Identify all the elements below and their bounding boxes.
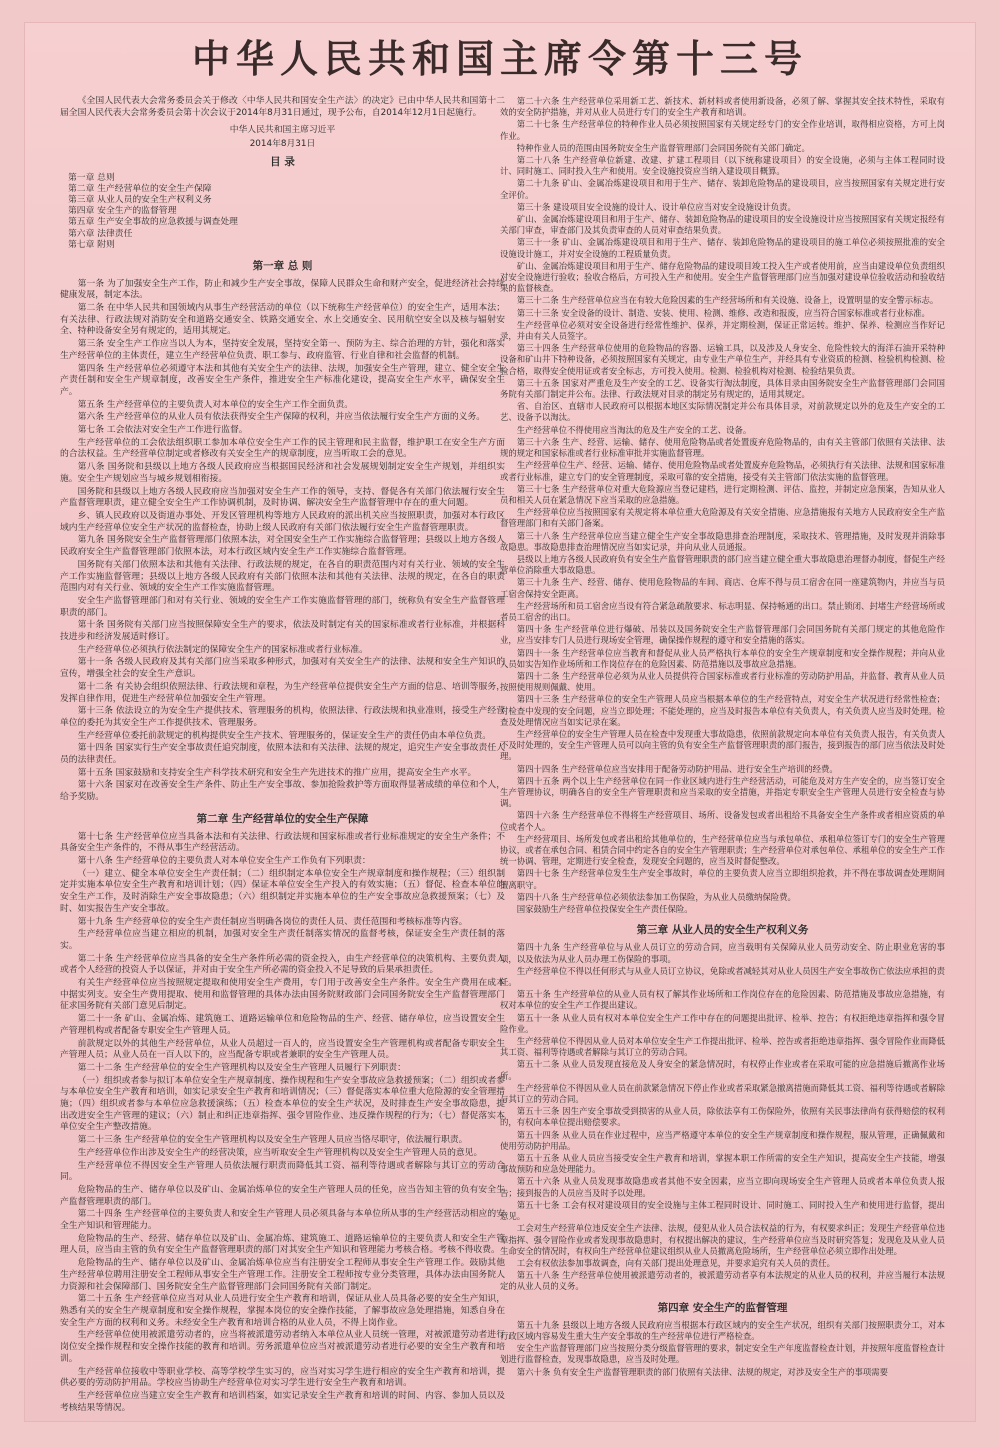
article-paragraph: 危险物品的生产、经营、储存单位以及矿山、金属冶炼、建筑施工、道路运输单位的主要负责人和安全生产管理人员，应当由主管的负有安全生产监督管理职责的部门对其安全生产知识和管理能力考核合格。考核不得收费。 — [60, 1233, 505, 1256]
article-paragraph: 生产经营单位必须对安全设备进行经常性维护、保养，并定期检测，保证正常运转。维护、保养、检测应当作好记录，并由有关人员签字。 — [500, 319, 945, 342]
article-paragraph: 第十六条 国家对在改善安全生产条件、防止生产安全事故、参加抢险救护等方面取得显著成绩的单位和个人，给予奖励。 — [60, 780, 505, 803]
right-column — [500, 96, 945, 1379]
article-paragraph: 生产经营单位应当建立安全生产教育和培训档案，如实记录安全生产教育和培训的时间、内容、参加人员以及考核结果等情况。 — [60, 1390, 505, 1413]
article-paragraph: 第二十四条 生产经营单位的主要负责人和安全生产管理人员必须具备与本单位所从事的生产经营活动相应的安全生产知识和管理能力。 — [60, 1209, 505, 1232]
article-paragraph: 第五十九条 县级以上地方各级人民政府应当根据本行政区域内的安全生产状况，组织有关部门按照职责分工，对本行政区域内容易发生重大生产安全事故的生产经营单位进行严格检查。 — [500, 1319, 945, 1341]
article-paragraph: 第一条 为了加强安全生产工作，防止和减少生产安全事故，保障人民群众生命和财产安全，促进经济社会持续健康发展，制定本法。 — [60, 278, 505, 301]
article-paragraph: 第五十三条 因生产安全事故受到损害的从业人员，除依法享有工伤保险外，依照有关民事法律尚有获得赔偿的权利的，有权向本单位提出赔偿要求。 — [500, 1106, 945, 1128]
article-paragraph: 第十八条 生产经营单位的主要负责人对本单位安全生产工作负有下列职责： — [77, 855, 371, 866]
article-paragraph: 县级以上地方各级人民政府负有安全生产监督管理职责的部门应当建立健全重大事故隐患治理督办制度，督促生产经营单位消除重大事故隐患。 — [500, 553, 945, 576]
article-paragraph: 第四十五条 两个以上生产经营单位在同一作业区域内进行生产经营活动，可能危及对方生产安全的，应当签订安全生产管理协议，明确各自的安全生产管理职责和应当采取的安全措施，并指定专职安全生产管理人员进行安全检查与协调。 — [500, 775, 945, 809]
article-paragraph: 生产经营单位的工会依法组织职工参加本单位安全生产工作的民主管理和民主监督，维护职工在安全生产方面的合法权益。生产经营单位制定或者修改有关安全生产的规章制度，应当听取工会的意见。 — [60, 437, 505, 460]
article-paragraph: 第十五条 国家鼓励和支持安全生产科学技术研究和安全生产先进技术的推广应用，提高安全生产水平。 — [77, 767, 477, 778]
article-paragraph: 工会对生产经营单位违反安全生产法律、法规，侵犯从业人员合法权益的行为，有权要求纠正；发现生产经营单位违章指挥、强令冒险作业或者发现事故隐患时，有权提出解决的建议，生产经营单位应当及时研究答复；发现危及从业人员生命安全的情况时，有权向生产经营单位建议组织从业人员撤离危险场所，生产经营单位必须立即作出处理。 — [500, 1223, 945, 1256]
article-paragraph: 第三十五条 国家对严重危及生产安全的工艺、设备实行淘汰制度，具体目录由国务院安全生产监督管理部门会同国务院有关部门制定并公布。法律、行政法规对目录的制定另有规定的，适用其规定。 — [500, 377, 945, 400]
article-paragraph: 第二十九条 矿山、金属冶炼建设项目和用于生产、储存、装卸危险物品的建设项目，应当按照国家有关规定进行安全评价。 — [500, 178, 945, 200]
article-paragraph: 第三十六条 生产、经营、运输、储存、使用危险物品或者处置废弃危险物品的，由有关主管部门依照有关法律、法规的规定和国家标准或者行业标准审批并实施监督管理。 — [500, 436, 945, 459]
article-paragraph: 第十七条 生产经营单位应当具备本法和有关法律、行政法规和国家标准或者行业标准规定的安全生产条件；不具备安全生产条件的，不得从事生产经营活动。 — [60, 831, 505, 854]
article-paragraph: 第四条 生产经营单位必须遵守本法和其他有关安全生产的法律、法规，加强安全生产管理，建立、健全安全生产责任制和安全生产规章制度，改善安全生产条件，推进安全生产标准化建设，提高安全生产水平，确保安全生产。 — [60, 363, 505, 397]
article-paragraph: 第四十九条 生产经营单位与从业人员订立的劳动合同，应当载明有关保障从业人员劳动安全、防止职业危害的事项，以及依法为从业人员办理工伤保险的事项。 — [500, 942, 945, 964]
article-paragraph: 第十九条 生产经营单位的安全生产责任制应当明确各岗位的责任人员、责任范围和考核标准等内容。 — [77, 916, 468, 927]
chapter4-articles — [500, 1320, 945, 1378]
toc-item: 第六章 法律责任 — [68, 228, 133, 239]
article-paragraph: 安全生产监督管理部门和对有关行业、领域的安全生产工作实施监督管理的部门，统称负有安全生产监督管理职责的部门。 — [60, 595, 505, 618]
signature-date: 2014年8月31日 — [249, 139, 316, 150]
article-paragraph: 国务院和县级以上地方各级人民政府应当加强对安全生产工作的领导，支持、督促各有关部门依法履行安全生产监督管理职责，建立健全安全生产工作协调机制，及时协调、解决安全生产监督管理中存在的重大问题。 — [60, 486, 505, 509]
article-paragraph: 乡、镇人民政府以及街道办事处、开发区管理机构等地方人民政府的派出机关应当按照职责，加强对本行政区域内生产经营单位安全生产状况的监督检查，协助上级人民政府有关部门依法履行安全生产监督管理职责。 — [60, 511, 505, 533]
article-paragraph: 矿山、金属冶炼建设项目和用于生产、储存危险物品的建设项目竣工投入生产或者使用前，应当由建设单位负责组织对安全设施进行验收；验收合格后，方可投入生产和使用。安全生产监督管理部门应当加强对建设单位验收活动和验收结果的监督核查。 — [500, 260, 945, 294]
toc-item: 第七章 附则 — [68, 239, 115, 250]
article-paragraph: 生产经营单位不得因安全生产管理人员依法履行职责而降低其工资、福利等待遇或者解除与其订立的劳动合同。 — [60, 1160, 505, 1183]
article-paragraph: 第三十二条 生产经营单位应当在有较大危险因素的生产经营场所和有关设施、设备上，设置明显的安全警示标志。 — [516, 295, 939, 306]
signature-signer: 中华人民共和国主席习近平 — [229, 125, 336, 136]
intro-paragraph: 《全国人民代表大会常务委员会关于修改〈中华人民共和国安全生产法〉的决定》已由中华人民共和国第十二届全国人民代表大会常务委员会第十次会议于2014年8月31日通过，现予公布，自2014年12月1日起施行。 — [60, 96, 505, 118]
article-paragraph: 第三十条 建设项目安全设施的设计人、设计单位应当对安全设施设计负责。 — [516, 201, 796, 212]
toc-title: 目 录 — [270, 155, 295, 168]
article-paragraph: 生产经营单位作出涉及安全生产的经营决策，应当听取安全生产管理机构以及安全生产管理人员的意见。 — [77, 1147, 483, 1158]
article-paragraph: 生产经营单位应当按照国家有关规定将本单位重大危险源及有关安全措施、应急措施报有关地方人民政府安全生产监督管理部门和有关部门备案。 — [500, 507, 945, 529]
article-paragraph: 危险物品的生产、储存单位以及矿山、金属冶炼单位的安全生产管理人员的任免，应当告知主管的负有安全生产监督管理职责的部门。 — [60, 1184, 505, 1207]
article-paragraph: 第三条 安全生产工作应当以人为本，坚持安全发展，坚持安全第一、预防为主、综合治理的方针，强化和落实生产经营单位的主体责任，建立生产经营单位负责、职工参与、政府监管、行业自律和社会监督的机制。 — [60, 339, 505, 361]
article-paragraph: 生产经营单位不得使用应当淘汰的危及生产安全的工艺、设备。 — [516, 424, 752, 435]
article-paragraph: 第五十一条 从业人员有权对本单位安全生产工作中存在的问题提出批评、检举、控告；有权拒绝违章指挥和强令冒险作业。 — [500, 1012, 945, 1034]
toc-item: 第五章 生产安全事故的应急救援与调查处理 — [68, 217, 238, 228]
article-paragraph: 第六十条 负有安全生产监督管理职责的部门依照有关法律、法规的规定，对涉及安全生产的事项需要 — [516, 1366, 888, 1377]
article-paragraph: 第三十八条 生产经营单位应当建立健全生产安全事故隐患排查治理制度，采取技术、管理措施，及时发现并消除事故隐患。事故隐患排查治理情况应当如实记录，并向从业人员通报。 — [500, 530, 945, 552]
article-paragraph: 第三十一条 矿山、金属冶炼建设项目和用于生产、储存、装卸危险物品的建设项目的施工单位必须按照批准的安全设施设计施工，并对安全设施的工程质量负责。 — [500, 237, 945, 259]
article-paragraph: 第三十四条 生产经营单位使用的危险物品的容器、运输工具，以及涉及人身安全、危险性较大的海洋石油开采特种设备和矿山井下特种设备，必须按照国家有关规定，由专业生产单位生产，并经具有专业资质的检测、检验机构检测、检验合格，取得安全使用证或者安全标志，方可投入使用。检测、检验机构对检测、检验结果负责。 — [500, 343, 945, 376]
article-paragraph: 生产经营单位委托前款规定的机构提供安全生产技术、管理服务的，保证安全生产的责任仍由本单位负责。 — [77, 730, 492, 741]
article-paragraph: 生产经营单位的安全生产管理人员在检查中发现重大事故隐患，依照前款规定向本单位有关负责人报告，有关负责人不及时处理的，安全生产管理人员可以向主管的负有安全生产监督管理职责的部门报告，接到报告的部门应当依法及时处理。 — [500, 728, 945, 762]
chapter1-articles — [60, 279, 505, 804]
article-paragraph: 工会有权依法参加事故调查，向有关部门提出处理意见，并要求追究有关人员的责任。 — [516, 1257, 836, 1268]
page-title: 中华人民共和国主席令第十三号 — [191, 36, 808, 81]
article-paragraph: 第五十五条 从业人员应当接受安全生产教育和培训，掌握本职工作所需的安全生产知识，提高安全生产技能，增强事故预防和应急处理能力。 — [500, 1153, 945, 1175]
article-paragraph: 第十二条 有关协会组织依照法律、行政法规和章程，为生产经营单位提供安全生产方面的信息、培训等服务，发挥自律作用，促进生产经营单位加强安全生产管理。 — [60, 681, 505, 704]
toc-item: 第四章 安全生产的监督管理 — [68, 206, 177, 217]
article-paragraph: 省、自治区、直辖市人民政府可以根据本地区实际情况制定并公布具体目录，对前款规定以外的危及生产安全的工艺、设备予以淘汰。 — [500, 401, 945, 423]
article-paragraph: 第四十四条 生产经营单位应当安排用于配备劳动防护用品、进行安全生产培训的经费。 — [516, 763, 838, 774]
article-paragraph: 第二条 在中华人民共和国领域内从事生产经营活动的单位（以下统称生产经营单位）的安全生产，适用本法；有关法律、行政法规对消防安全和道路交通安全、铁路交通安全、水上交通安全、民用航空安全以及核与辐射安全、特种设备安全另有规定的，适用其规定。 — [60, 303, 505, 337]
article-paragraph: 第五十条 生产经营单位的从业人员有权了解其作业场所和工作岗位存在的危险因素、防范措施及事故应急措施，有权对本单位的安全生产工作提出建议。 — [500, 989, 945, 1011]
article-paragraph: 第二十六条 生产经营单位采用新工艺、新技术、新材料或者使用新设备，必须了解、掌握其安全技术特性，采取有效的安全防护措施，并对从业人员进行专门的安全生产教育和培训。 — [500, 96, 945, 118]
article-paragraph: 生产经营单位不得以任何形式与从业人员订立协议，免除或者减轻其对从业人员因生产安全事故伤亡依法应承担的责任。 — [500, 965, 945, 988]
article-paragraph: 生产经营单位接收中等职业学校、高等学校学生实习的，应当对实习学生进行相应的安全生产教育和培训，提供必要的劳动防护用品。学校应当协助生产经营单位对实习学生进行安全生产教育和培训。 — [60, 1366, 505, 1389]
article-paragraph: 第三十三条 安全设备的设计、制造、安装、使用、检测、维修、改造和报废，应当符合国家标准或者行业标准。 — [516, 307, 930, 318]
article-paragraph: 有关生产经营单位应当按照规定提取和使用安全生产费用，专门用于改善安全生产条件。安全生产费用在成本中据实列支。安全生产费用提取、使用和监督管理的具体办法由国务院财政部门会同国务院安全生产监督管理部门征求国务院有关部门意见后制定。 — [60, 978, 505, 1012]
article-paragraph: 第二十八条 生产经营单位新建、改建、扩建工程项目（以下统称建设项目）的安全设施，必须与主体工程同时设计、同时施工、同时投入生产和使用。安全设施投资应当纳入建设项目概算。 — [500, 155, 945, 177]
article-paragraph: 第四十条 生产经营单位进行爆破、吊装以及国务院安全生产监督管理部门会同国务院有关部门规定的其他危险作业，应当安排专门人员进行现场安全管理，确保操作规程的遵守和安全措施的落实。 — [500, 624, 945, 646]
article-paragraph: 特种作业人员的范围由国务院安全生产监督管理部门会同国务院有关部门确定。 — [516, 142, 810, 153]
toc-item: 第一章 总则 — [68, 172, 115, 183]
article-paragraph: 第四十二条 生产经营单位必须为从业人员提供符合国家标准或者行业标准的劳动防护用品，并监督、教育从业人员按照使用规则佩戴、使用。 — [500, 670, 945, 693]
article-paragraph: 第六条 生产经营单位的从业人员有依法获得安全生产保障的权利，并应当依法履行安全生产方面的义务。 — [77, 412, 486, 423]
article-paragraph: 第二十七条 生产经营单位的特种作业人员必须按照国家有关规定经专门的安全作业培训，取得相应资格，方可上岗作业。 — [500, 119, 945, 141]
article-paragraph: 生产经营单位生产、经营、运输、储存、使用危险物品或者处置废弃危险物品，必须执行有关法律、法规和国家标准或者行业标准，建立专门的安全管理制度，采取可靠的安全措施，接受有关主管部门依法实施的监督管理。 — [500, 460, 945, 482]
chapter-heading: 第一章 总 则 — [252, 259, 313, 272]
article-paragraph: 第二十五条 生产经营单位应当对从业人员进行安全生产教育和培训，保证从业人员具备必要的安全生产知识，熟悉有关的安全生产规章制度和安全操作规程，掌握本岗位的安全操作技能，了解事故应急处理措施，知悉自身在安全生产方面的权利和义务。未经安全生产教育和培训合格的从业人员，不得上岗作业。 — [60, 1294, 505, 1328]
article-paragraph: 第十一条 各级人民政府及其有关部门应当采取多种形式，加强对有关安全生产的法律、法规和安全生产知识的宣传，增强全社会的安全生产意识。 — [60, 657, 505, 680]
article-paragraph: 第四十八条 生产经营单位必须依法参加工伤保险，为从业人员缴纳保险费。 — [516, 891, 796, 902]
chapter2-articles-right — [500, 96, 945, 915]
article-paragraph: 生产经营单位必须执行依法制定的保障安全生产的国家标准或者行业标准。 — [77, 644, 368, 655]
article-paragraph: 生产经营单位不得因从业人员对本单位安全生产工作提出批评、检举、控告或者拒绝违章指挥、强令冒险作业而降低其工资、福利等待遇或者解除与其订立的劳动合同。 — [500, 1036, 945, 1058]
article-paragraph: 安全生产监督管理部门应当按照分类分级监督管理的要求，制定安全生产年度监督检查计划，并按照年度监督检查计划进行监督检查，发现事故隐患，应当及时处理。 — [500, 1343, 945, 1365]
article-paragraph: 生产经营场所和员工宿舍应当设有符合紧急疏散要求、标志明显、保持畅通的出口。禁止锁闭、封堵生产经营场所或者员工宿舍的出口。 — [500, 600, 945, 622]
article-paragraph: 第四十三条 生产经营单位的安全生产管理人员应当根据本单位的生产经营特点，对安全生产状况进行经常性检查；对检查中发现的安全问题，应当立即处理；不能处理的，应当及时报告本单位有关负责人，有关负责人应当及时处理。检查及处理情况应当如实记录在案。 — [500, 694, 945, 727]
article-paragraph: 第九条 国务院安全生产监督管理部门依照本法，对全国安全生产工作实施综合监督管理；县级以上地方各级人民政府安全生产监督管理部门依照本法，对本行政区域内安全生产工作实施综合监督管理。 — [60, 535, 505, 558]
chapter-heading: 第三章 从业人员的安全生产权利义务 — [636, 924, 809, 937]
article-paragraph: 第十三条 依法设立的为安全生产提供技术、管理服务的机构，依照法律、行政法规和执业准则，接受生产经营单位的委托为其安全生产工作提供技术、管理服务。 — [60, 706, 505, 728]
article-paragraph: 国家鼓励生产经营单位投保安全生产责任保险。 — [516, 904, 693, 915]
chapter2-articles-left — [60, 832, 505, 1415]
article-paragraph: 生产经营单位应当建立相应的机制，加强对安全生产责任制落实情况的监督考核，保证安全生产责任制的落实。 — [60, 929, 505, 951]
article-paragraph: 第三十七条 生产经营单位对重大危险源应当登记建档，进行定期检测、评估、监控，并制定应急预案，告知从业人员和相关人员在紧急情况下应当采取的应急措施。 — [500, 483, 945, 505]
article-paragraph: 第十条 国务院有关部门应当按照保障安全生产的要求，依法及时制定有关的国家标准或者行业标准，并根据科技进步和经济发展适时修订。 — [60, 620, 505, 643]
article-paragraph: 第四十一条 生产经营单位应当教育和督促从业人员严格执行本单位的安全生产规章制度和安全操作规程；并向从业人员如实告知作业场所和工作岗位存在的危险因素、防范措施以及事故应急措施。 — [500, 647, 945, 669]
left-column — [60, 96, 505, 1415]
article-paragraph: 第二十三条 生产经营单位的安全生产管理机构以及安全生产管理人员应当恪尽职守，依法履行职责。 — [77, 1135, 468, 1146]
toc-list — [68, 173, 505, 251]
article-paragraph: 第四十六条 生产经营单位不得将生产经营项目、场所、设备发包或者出租给不具备安全生产条件或者相应资质的单位或者个人。 — [500, 810, 945, 832]
article-paragraph: 第五十七条 工会有权对建设项目的安全设施与主体工程同时设计、同时施工、同时投入生产和使用进行监督，提出意见。 — [500, 1199, 945, 1222]
article-paragraph: 第十四条 国家实行生产安全事故责任追究制度，依照本法和有关法律、法规的规定，追究生产安全事故责任人员的法律责任。 — [60, 743, 505, 766]
article-paragraph: 危险物品的生产、储存单位以及矿山、金属冶炼单位应当有注册安全工程师从事安全生产管理工作。鼓励其他生产经营单位聘用注册安全工程师从事安全生产管理工作。注册安全工程师按专业分类管理，具体办法由国务院人力资源和社会保障部门、国务院安全生产监督管理部门会同国务院有关部门制定。 — [60, 1258, 505, 1292]
chapter-heading: 第二章 生产经营单位的安全生产保障 — [196, 812, 369, 825]
article-paragraph: 矿山、金属冶炼建设项目和用于生产、储存、装卸危险物品的建设项目的安全设施设计应当按照国家有关规定报经有关部门审查，审查部门及其负责审查的人员对审查结果负责。 — [500, 214, 945, 236]
article-paragraph: 第二十一条 矿山、金属冶炼、建筑施工、道路运输单位和危险物品的生产、经营、储存单位，应当设置安全生产管理机构或者配备专职安全生产管理人员。 — [60, 1014, 505, 1036]
chapter3-articles — [500, 942, 945, 1292]
article-paragraph: 第七条 工会依法对安全生产工作进行监督。 — [77, 425, 248, 436]
article-paragraph: 生产经营项目、场所发包或者出租给其他单位的，生产经营单位应当与承包单位、承租单位签订专门的安全生产管理协议，或者在承包合同、租赁合同中约定各自的安全生产管理职责；生产经营单位对承包单位、承租单位的安全生产工作统一协调、管理，定期进行安全检查，发现安全问题的，应当及时督促整改。 — [500, 833, 945, 867]
toc-item: 第二章 生产经营单位的安全生产保障 — [68, 183, 212, 194]
article-paragraph: 第五十二条 从业人员发现直接危及人身安全的紧急情况时，有权停止作业或者在采取可能的应急措施后撤离作业场所。 — [500, 1059, 945, 1081]
article-paragraph: 第五十八条 生产经营单位使用被派遣劳动者的，被派遣劳动者享有本法规定的从业人员的权利，并应当履行本法规定的从业人员的义务。 — [500, 1270, 945, 1292]
article-paragraph: 第二十二条 生产经营单位的安全生产管理机构以及安全生产管理人员履行下列职责： — [77, 1062, 406, 1073]
chapter-heading: 第四章 安全生产的监督管理 — [657, 1301, 788, 1314]
article-paragraph: 生产经营单位不得因从业人员在前款紧急情况下停止作业或者采取紧急撤离措施而降低其工资、福利等待遇或者解除与其订立的劳动合同。 — [500, 1082, 945, 1105]
article-paragraph: 第三十九条 生产、经营、储存、使用危险物品的车间、商店、仓库不得与员工宿舍在同一座建筑物内，并应当与员工宿舍保持安全距离。 — [500, 577, 945, 599]
article-paragraph: （一）组织或者参与拟订本单位安全生产规章制度、操作规程和生产安全事故应急救援预案；（二）组织或者参与本单位安全生产教育和培训，如实记录安全生产教育和培训情况；（三）督促落实本单位重大危险源的安全管理措施；（四）组织或者参与本单位应急救援演练；（五）检查本单位的安全生产状况，及时排查生产安全事故隐患，提出改进安全生产管理的建议；（六）制止和纠正违章指挥、强令冒险作业、违反操作规程的行为；（七）督促落实本单位安全生产整改措施。 — [60, 1075, 505, 1133]
article-paragraph: （一）建立、健全本单位安全生产责任制；（二）组织制定本单位安全生产规章制度和操作规程；（三）组织制定并实施本单位安全生产教育和培训计划；（四）保证本单位安全生产投入的有效实施；（五）督促、检查本单位的安全生产工作，及时消除生产安全事故隐患；（六）组织制定并实施本单位的生产安全事故应急救援预案；（七）及时、如实报告生产安全事故。 — [60, 868, 505, 914]
article-paragraph: 生产经营单位使用被派遣劳动者的，应当将被派遣劳动者纳入本单位从业人员统一管理，对被派遣劳动者进行岗位安全操作规程和安全操作技能的教育和培训。劳务派遣单位应当对被派遣劳动者进行必要的安全生产教育和培训。 — [60, 1330, 505, 1364]
article-paragraph: 第五条 生产经营单位的主要负责人对本单位的安全生产工作全面负责。 — [77, 399, 354, 410]
article-paragraph: 第五十六条 从业人员发现事故隐患或者其他不安全因素，应当立即向现场安全生产管理人员或者本单位负责人报告；接到报告的人员应当及时予以处理。 — [500, 1176, 945, 1198]
article-paragraph: 第四十七条 生产经营单位发生生产安全事故时，单位的主要负责人应当立即组织抢救，并不得在事故调查处理期间擅离职守。 — [500, 868, 945, 890]
article-paragraph: 第八条 国务院和县级以上地方各级人民政府应当根据国民经济和社会发展规划制定安全生产规划，并组织实施。安全生产规划应当与城乡规划相衔接。 — [60, 462, 505, 484]
article-paragraph: 国务院有关部门依照本法和其他有关法律、行政法规的规定，在各自的职责范围内对有关行业、领域的安全生产工作实施监督管理；县级以上地方各级人民政府有关部门依照本法和其他有关法律、法规的规定，在各自的职责范围内对有关行业、领域的安全生产工作实施监督管理。 — [60, 559, 505, 594]
toc-item: 第三章 从业人员的安全生产权利义务 — [68, 194, 212, 205]
article-paragraph: 前款规定以外的其他生产经营单位，从业人员超过一百人的，应当设置安全生产管理机构或者配备专职安全生产管理人员；从业人员在一百人以下的，应当配备专职或者兼职的安全生产管理人员。 — [60, 1038, 505, 1061]
article-paragraph: 第五十四条 从业人员在作业过程中，应当严格遵守本单位的安全生产规章制度和操作规程，服从管理，正确佩戴和使用劳动防护用品。 — [500, 1129, 945, 1151]
article-paragraph: 第二十条 生产经营单位应当具备的安全生产条件所必需的资金投入，由生产经营单位的决策机构、主要负责人或者个人经营的投资人予以保证，并对由于安全生产所必需的资金投入不足导致的后果承担责任。 — [60, 953, 505, 976]
